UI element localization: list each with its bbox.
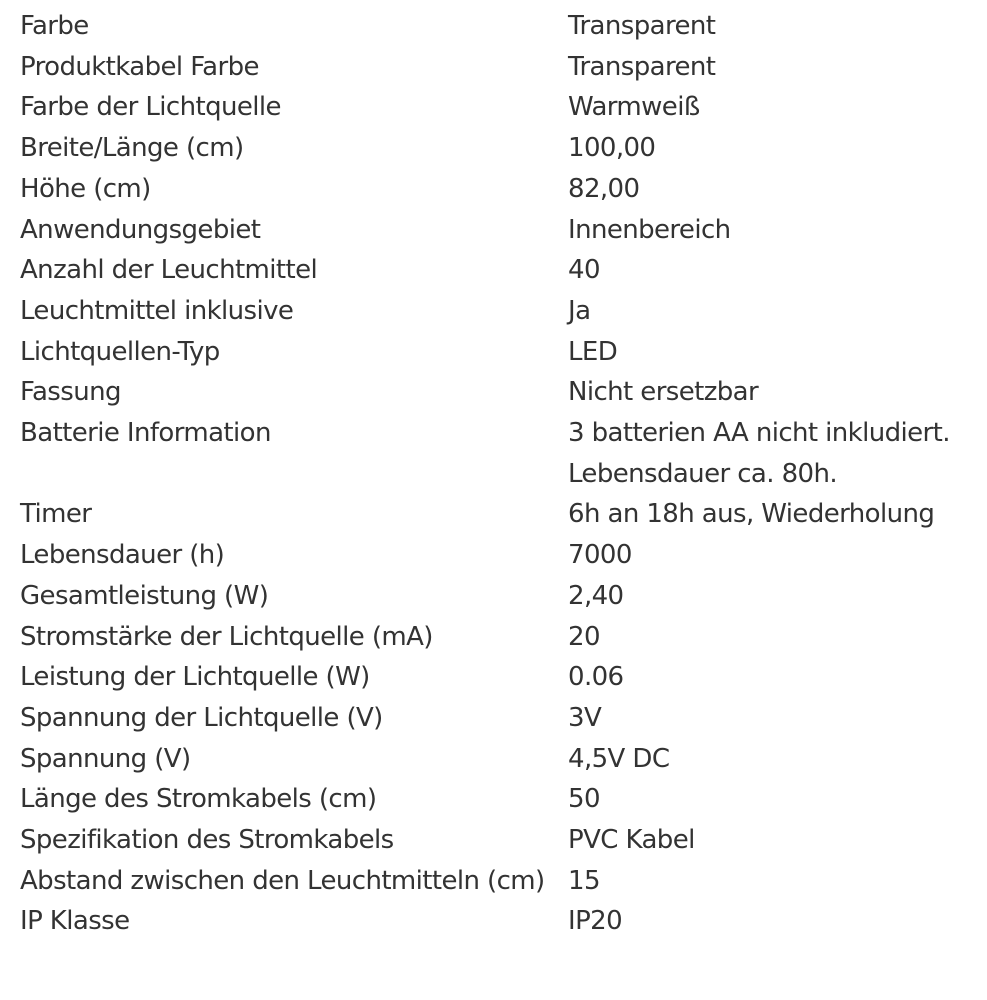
spec-label: Spannung der Lichtquelle (V) bbox=[20, 702, 383, 733]
spec-row-stromstaerke bbox=[20, 617, 980, 658]
product-specifications-table bbox=[20, 6, 980, 942]
spec-label: Produktkabel Farbe bbox=[20, 51, 259, 82]
spec-label: Batterie Information bbox=[20, 418, 271, 449]
spec-value: Transparent bbox=[568, 11, 716, 41]
spec-row-farbe-der-lichtquelle bbox=[20, 87, 980, 128]
spec-label: Abstand zwischen den Leuchtmitteln (cm) bbox=[20, 865, 545, 896]
spec-row-anwendungsgebiet bbox=[20, 210, 980, 251]
spec-value: 6h an 18h aus, Wiederholung bbox=[568, 499, 935, 530]
spec-value: 40 bbox=[568, 255, 600, 286]
spec-value: 15 bbox=[568, 865, 600, 896]
spec-row-fassung bbox=[20, 372, 980, 413]
spec-row-laenge-des-stromkabels bbox=[20, 779, 980, 820]
spec-row-leistung-der-lichtquelle bbox=[20, 657, 980, 698]
spec-value: Nicht ersetzbar bbox=[568, 377, 759, 408]
spec-row-lichtquellen-typ bbox=[20, 332, 980, 373]
spec-value: IP20 bbox=[568, 906, 623, 937]
spec-value: 82,00 bbox=[568, 173, 640, 204]
spec-row-ip-klasse bbox=[20, 901, 980, 942]
spec-value: 100,00 bbox=[568, 133, 656, 164]
spec-label: Leistung der Lichtquelle (W) bbox=[20, 662, 370, 693]
spec-label: Spannung (V) bbox=[20, 743, 191, 774]
spec-label: Lebensdauer (h) bbox=[20, 540, 225, 571]
spec-value: 0.06 bbox=[568, 662, 624, 693]
spec-row-produktkabel-farbe bbox=[20, 47, 980, 88]
spec-value: 20 bbox=[568, 621, 600, 652]
spec-value: Warmweiß bbox=[568, 92, 700, 123]
spec-row-hoehe bbox=[20, 169, 980, 210]
spec-row-batterie-information bbox=[20, 413, 980, 494]
spec-label: Länge des Stromkabels (cm) bbox=[20, 784, 377, 815]
spec-row-farbe bbox=[20, 6, 980, 47]
spec-label: Fassung bbox=[20, 377, 121, 408]
spec-row-breite-laenge bbox=[20, 128, 980, 169]
spec-row-leuchtmittel-inklusive bbox=[20, 291, 980, 332]
spec-row-spannung bbox=[20, 739, 980, 780]
spec-value: PVC Kabel bbox=[568, 825, 695, 856]
spec-label: Breite/Länge (cm) bbox=[20, 133, 244, 164]
spec-label: Farbe bbox=[20, 11, 89, 41]
spec-label: Stromstärke der Lichtquelle (mA) bbox=[20, 621, 433, 652]
spec-value: LED bbox=[568, 336, 618, 367]
spec-label: IP Klasse bbox=[20, 906, 130, 937]
spec-value: 2,40 bbox=[568, 580, 624, 611]
spec-label: Anzahl der Leuchtmittel bbox=[20, 255, 318, 286]
spec-label: Farbe der Lichtquelle bbox=[20, 92, 281, 123]
spec-label: Gesamtleistung (W) bbox=[20, 580, 269, 611]
spec-value: Ja bbox=[568, 295, 591, 326]
spec-value: Transparent bbox=[568, 51, 716, 82]
spec-row-lebensdauer bbox=[20, 535, 980, 576]
spec-row-anzahl-der-leuchtmittel bbox=[20, 250, 980, 291]
spec-value: 4,5V DC bbox=[568, 743, 670, 774]
spec-label: Lichtquellen-Typ bbox=[20, 336, 220, 367]
spec-value: 7000 bbox=[568, 540, 632, 571]
spec-label: Timer bbox=[20, 499, 92, 530]
spec-row-spannung-der-lichtquelle bbox=[20, 698, 980, 739]
spec-label: Spezifikation des Stromkabels bbox=[20, 825, 394, 856]
spec-value: Innenbereich bbox=[568, 214, 731, 245]
spec-row-spezifikation-des-stromkabels bbox=[20, 820, 980, 861]
spec-value: 3V bbox=[568, 702, 602, 733]
spec-row-abstand-zwischen-leuchtmitteln bbox=[20, 861, 980, 902]
spec-value: 3 batterien AA nicht inkludiert. Lebensdauer ca. 80h. bbox=[568, 418, 950, 489]
spec-label: Anwendungsgebiet bbox=[20, 214, 261, 245]
spec-label: Höhe (cm) bbox=[20, 173, 151, 204]
spec-row-gesamtleistung bbox=[20, 576, 980, 617]
spec-label: Leuchtmittel inklusive bbox=[20, 295, 294, 326]
spec-row-timer bbox=[20, 494, 980, 535]
spec-value: 50 bbox=[568, 784, 600, 815]
